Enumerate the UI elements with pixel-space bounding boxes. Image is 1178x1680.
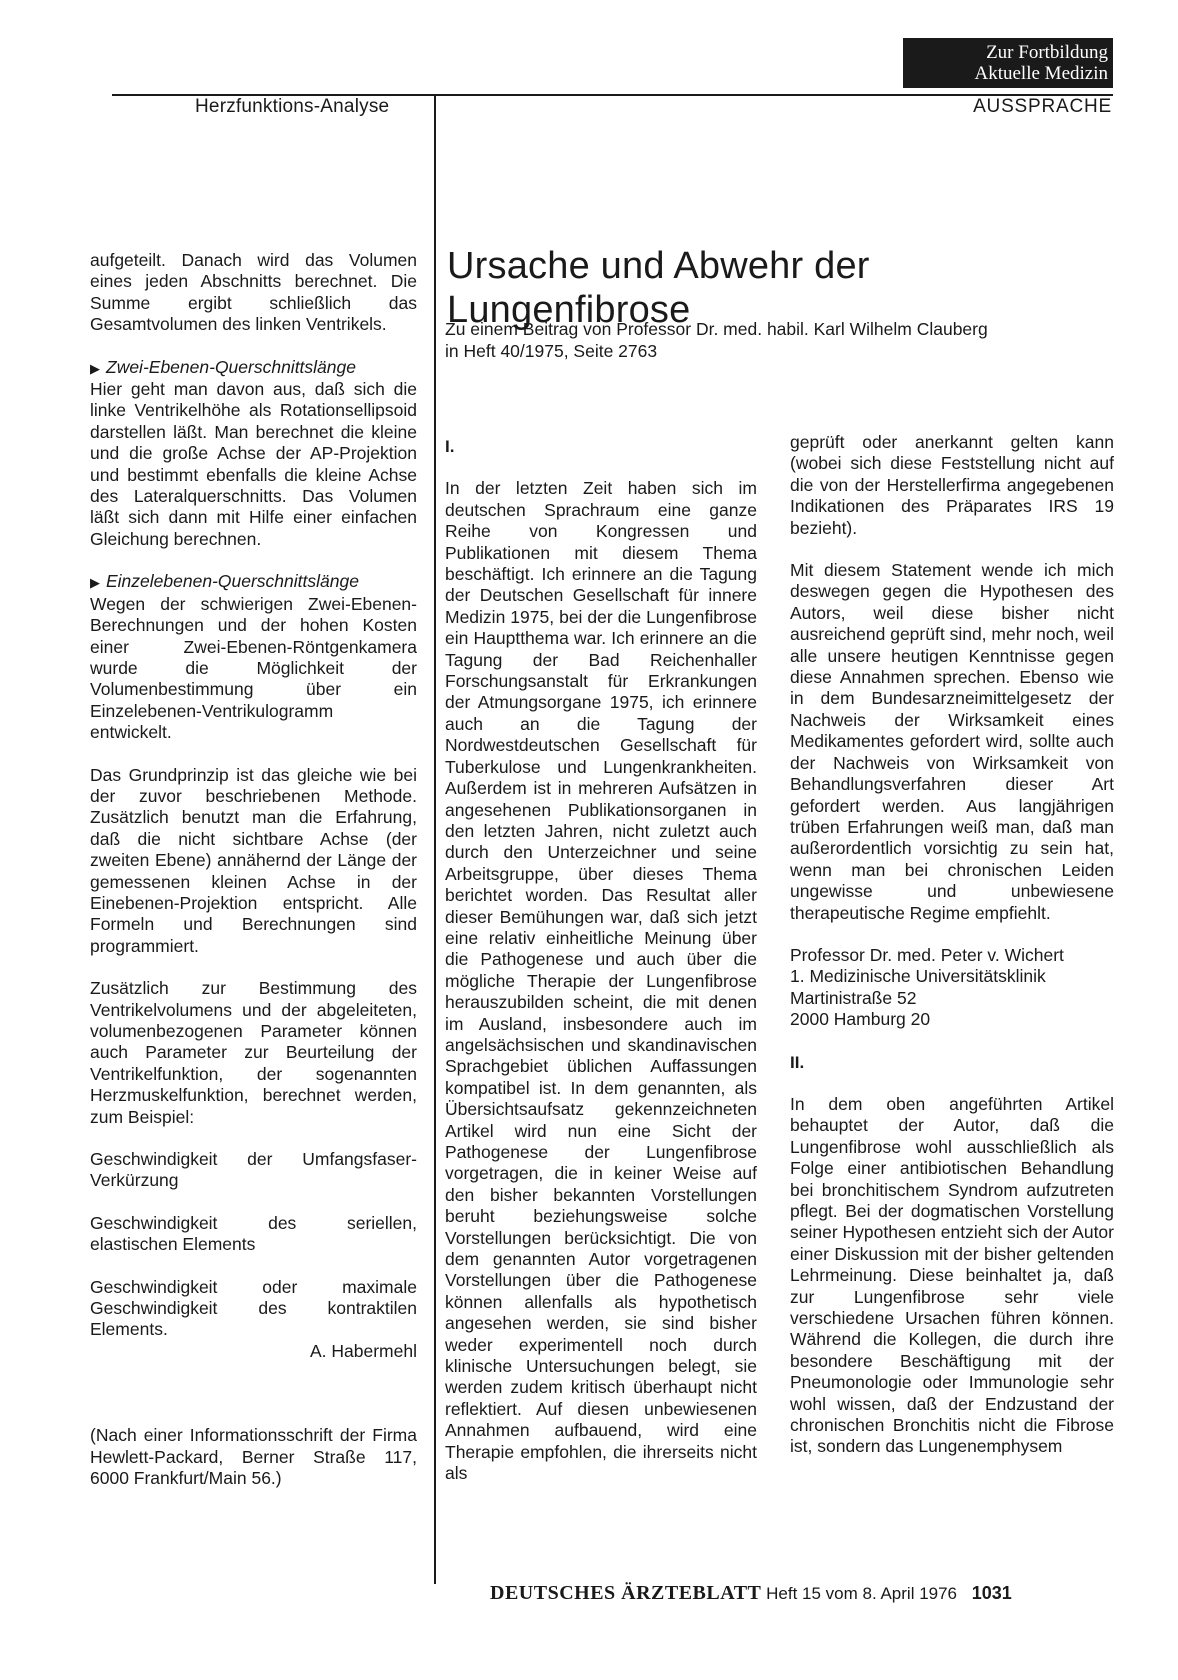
address-line: Professor Dr. med. Peter v. Wichert — [790, 944, 1064, 965]
badge-line-2: Aktuelle Medizin — [974, 63, 1108, 84]
subtitle-line-2: in Heft 40/1975, Seite 2763 — [445, 341, 658, 361]
section-badge — [903, 38, 1113, 88]
section-number: I. — [445, 437, 455, 456]
column-middle — [445, 436, 757, 1485]
paragraph: aufgeteilt. Danach wird das Volumen eines jeden Abschnitts berechnet. Die Summe ergibt schließlich das Gesamtvolumen des linken Ventrikels. — [90, 250, 417, 335]
author-name: A. Habermehl — [310, 1340, 417, 1361]
list-item: Geschwindigkeit oder maximale Geschwindigkeit des kontraktilen Elements. — [90, 1276, 417, 1340]
article-title: Ursache und Abwehr der Lungenfibrose — [447, 245, 870, 331]
paragraph: Hier geht man davon aus, daß sich die linke Ventrikelhöhe als Rotationsellipsoid darstellen läßt. Man berechnet die kleine und die große Achse der AP-Projektion und bestimmt ebenfalls die kleine Achse des Lateralquerschnitts. Das Volumen läßt sich dann mit Hilfe einer einfachen Gleichung berechnen. — [90, 379, 417, 549]
running-header-left: Herzfunktions-Analyse — [195, 96, 390, 117]
list-item: Geschwindigkeit des seriellen, elastischen Elements — [90, 1212, 417, 1255]
paragraph: Das Grundprinzip ist das gleiche wie bei der zuvor beschriebenen Methode. Zusätzlich benutzt man die Erfahrung, daß die nicht sichtbare Achse (der zweiten Ebene) annähernd der Länge der gemessenen kleinen Achse in der Einebenen-Projektion entspricht. Alle Formeln und Berechnungen sind programmiert. — [90, 764, 417, 956]
paragraph: geprüft oder anerkannt gelten kann (wobei sich diese Feststellung nicht auf die von der Herstellerfirma angegebenen Indikationen des Präparates IRS 19 bezieht). — [790, 432, 1114, 538]
address-line: Martinistraße 52 — [790, 987, 917, 1008]
subheading: ▶ Einzelebenen-Querschnittslänge — [90, 571, 359, 592]
paragraph: Zusätzlich zur Bestimmung des Ventrikelvolumens und der abgeleiteten, volumenbezogenen Parameter können auch Parameter zur Beurteilung der Ventrikelfunktion, der sogenannten Herzmuskelfunktion, berechnet werden, zum Beispiel: — [90, 978, 417, 1127]
address-line: 2000 Hamburg 20 — [790, 1009, 931, 1030]
section-number: II. — [790, 1052, 805, 1072]
article-subtitle — [445, 318, 1117, 362]
journal-name: DEUTSCHES ÄRZTEBLATT — [490, 1582, 762, 1604]
paragraph: Mit diesem Statement wende ich mich deswegen gegen die Hypothesen des Autors, weil diese bisher nicht ausreichend geprüft sind, mehr noch, weil alle unsere heutigen Kenntnisse gegen diese Annahmen sprechen. Ebenso wie in dem Bundesarzneimittelgesetz der Nachweis der Wirksamkeit eines Medikamentes gefordert wird, sollte auch der Nachweis von Wirksamkeit von Behandlungsverfahren dieser Art gefordert werden. Aus langjährigen trüben Erfahrungen weiß man, daß man außerordentlich vorsichtig zu sein hat, wenn man bei chronischen Leiden ungewisse und unbewiesene therapeutische Regime empfiehlt. — [790, 560, 1114, 923]
badge-line-1: Zur Fortbildung — [986, 42, 1108, 63]
paragraph: Wegen der schwierigen Zwei-Ebenen-Berechnungen und der hohen Kosten einer Zwei-Ebenen-Röntgenkamera wurde die Möglichkeit der Volumenbestimmung über ein Einzelebenen-Ventrikulogramm entwickelt. — [90, 593, 417, 743]
paragraph: In dem oben angeführten Artikel behauptet der Autor, daß die Lungenfibrose wohl ausschließlich als Folge einer antibiotischen Behandlung bei bronchitischem Syndrom aufzutreten pflegt. Bei der dogmatischen Vorstellung seiner Hypothesen entzieht sich der Autor einer Diskussion mit der bisher geltenden Lehrmeinung. Diese beinhaltet ja, daß zur Lungenfibrose sehr viele verschiedene Ursachen führen können. Während die Kollegen, die durch ihre besondere Beschäftigung mit der Pneumonologie oder Immunologie sehr wohl wissen, daß der Endzustand der chronischen Bronchitis nicht die Fibrose ist, sondern das Lungenemphysem — [790, 1093, 1114, 1457]
column-right — [790, 432, 1114, 1458]
column-left — [90, 250, 417, 1490]
triangle-bullet-icon: ▶ — [90, 360, 100, 376]
address-line: 1. Medizinische Universitätsklinik — [790, 966, 1046, 987]
subtitle-line-1: Zu einem Beitrag von Professor Dr. med. habil. Karl Wilhelm Clauberg — [445, 319, 988, 339]
page-footer — [490, 1582, 1012, 1605]
list-item: Geschwindigkeit der Umfangsfaser-Verkürzung — [90, 1149, 417, 1191]
column-rule — [434, 94, 436, 1584]
paragraph: In der letzten Zeit haben sich im deutschen Sprachraum eine ganze Reihe von Kongressen und Publikationen mit diesem Thema beschäftigt. Ich erinnere an die Tagung der Deutschen Gesellschaft für innere Medizin 1975, bei der die Lungenfibrose ein Hauptthema war. Ich erinnere an die Tagung der Bad Reichenhaller Forschungsanstalt für Erkrankungen der Atmungsorgane 1975, ich erinnere auch an die Tagung der Nordwestdeutschen Gesellschaft für Tuberkulose und Lungenkrankheiten. Außerdem ist in mehreren Aufsätzen in angesehenen Publikationsorganen in den letzten Jahren, nicht zuletzt auch durch den Unterzeichner und seine Arbeitsgruppe, über dieses Thema berichtet worden. Das Resultat aller dieser Bemühungen war, daß sich jetzt eine relativ einheitliche Meinung über die Pathogenese und auch über die mögliche Therapie der Lungenfibrose herauszubilden scheint, die mit denen im Ausland, insbesondere auch im angelsächsischen und skandinavischen Sprachgebiet üblichen Auffassungen kompatibel ist. In dem genannten, als Übersichtsaufsatz gekennzeichneten Artikel wird nun eine Sicht der Pathogenese der Lungenfibrose vorgetragen, die in keiner Weise auf den bisher bekannten Vorstellungen beruht beziehungsweise solche Vorstellungen berücksichtigt. Die von dem genannten Autor vorgetragenen Vorstellungen über die Pathogenese können allenfalls als hypothetisch angesehen werden, sie sind bisher weder experimentell noch durch klinische Untersuchungen belegt, sie werden zudem kritisch überhaupt nicht reflektiert. Auf diesen unbewiesenen Annahmen aufbauend, wird eine Therapie empfohlen, die ihrerseits nicht als — [445, 478, 757, 1484]
author-address — [790, 945, 1114, 1031]
source-note: (Nach einer Informationsschrift der Firma Hewlett-Packard, Berner Straße 117, 6000 Frankfurt/Main 56.) — [90, 1425, 417, 1489]
subheading: ▶ Zwei-Ebenen-Querschnittslänge — [90, 356, 356, 377]
author-signature-line — [90, 1341, 417, 1362]
issue-info: Heft 15 vom 8. April 1976 — [766, 1584, 958, 1603]
triangle-bullet-icon: ▶ — [90, 575, 100, 591]
running-header-right: AUSSPRACHE — [973, 96, 1112, 117]
page-number: 1031 — [971, 1583, 1012, 1603]
